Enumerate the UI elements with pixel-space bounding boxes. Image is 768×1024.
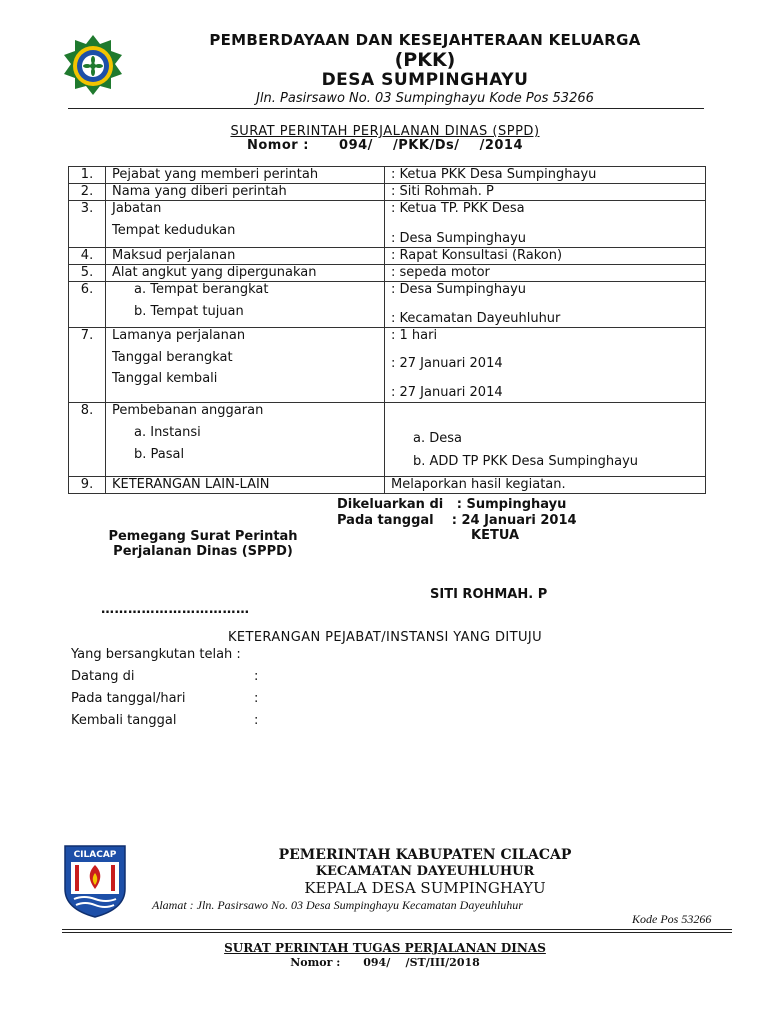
row-label: Nama yang diberi perintah — [106, 184, 385, 201]
row-label: Pejabat yang memberi perintah — [106, 167, 385, 184]
signer-name: SITI ROHMAH. P — [430, 587, 548, 602]
row-label: Maksud perjalanan — [106, 248, 385, 265]
sppd-number: Nomor : 094/ /PKK/Ds/ /2014 — [246, 138, 524, 153]
desa-title: DESA SUMPINGHAYU — [321, 70, 529, 90]
datang-colon: : — [254, 669, 259, 684]
cilacap-shield-logo — [62, 843, 128, 919]
holder-line2: Perjalanan Dinas (SPPD) — [113, 544, 293, 559]
kembali-label: Kembali tanggal — [71, 713, 177, 728]
holder-line1: Pemegang Surat Perintah — [108, 529, 298, 544]
row-value: : Desa Sumpinghayu : Kecamatan Dayeuhluhur — [385, 282, 706, 328]
kabupaten-address: Alamat : Jln. Pasirsawo No. 03 Desa Sumpinghayu Kecamatan Dayeuhluhur — [152, 898, 523, 912]
row-value: : Rapat Konsultasi (Rakon) — [385, 248, 706, 265]
kabupaten-line1: PEMERINTAH KABUPATEN CILACAP — [278, 847, 572, 863]
row-number: 6. — [69, 282, 106, 328]
st-number: Nomor : 094/ /ST/III/2018 — [290, 956, 480, 969]
table-row — [69, 201, 706, 248]
kembali-colon: : — [254, 713, 259, 728]
signature-dots: …………………………… — [101, 602, 250, 617]
issued-at: Dikeluarkan di : Sumpinghayu — [337, 497, 567, 512]
table-row — [69, 477, 706, 494]
row-number: 9. — [69, 477, 106, 494]
row-number: 1. — [69, 167, 106, 184]
row-label: Pembebanan anggaran a. Instansi b. Pasal — [106, 403, 385, 477]
row-value: : 1 hari : 27 Januari 2014 : 27 Januari 2014 — [385, 328, 706, 403]
row-label: Lamanya perjalanan Tanggal berangkat Tanggal kembali — [106, 328, 385, 403]
kabupaten-postcode: Kode Pos 53266 — [632, 912, 712, 926]
table-row — [69, 265, 706, 282]
org-title: PEMBERDAYAAN DAN KESEJAHTERAAN KELUARGA — [209, 31, 641, 49]
kop-rule-top — [62, 929, 732, 930]
kabupaten-line3: KEPALA DESA SUMPINGHAYU — [304, 879, 546, 897]
pada-label: Pada tanggal/hari — [71, 691, 186, 706]
row-number: 5. — [69, 265, 106, 282]
table-row — [69, 167, 706, 184]
table-row — [69, 403, 706, 477]
header-address: Jln. Pasirsawo No. 03 Sumpinghayu Kode Pos 53266 — [256, 91, 594, 106]
row-label: Alat angkut yang dipergunakan — [106, 265, 385, 282]
table-row — [69, 248, 706, 265]
pada-colon: : — [254, 691, 259, 706]
sppd-table — [68, 166, 706, 494]
keterangan-title: KETERANGAN PEJABAT/INSTANSI YANG DITUJU — [227, 630, 543, 645]
kabupaten-line2: KECAMATAN DAYEUHLUHUR — [315, 864, 535, 879]
row-number: 2. — [69, 184, 106, 201]
row-number: 8. — [69, 403, 106, 477]
row-value: : sepeda motor — [385, 265, 706, 282]
issued-date: Pada tanggal : 24 Januari 2014 — [337, 513, 577, 528]
pkk-emblem — [58, 34, 128, 98]
table-row — [69, 328, 706, 403]
row-number: 3. — [69, 201, 106, 248]
row-value: : Ketua TP. PKK Desa : Desa Sumpinghayu — [385, 201, 706, 248]
row-value: : Siti Rohmah. P — [385, 184, 706, 201]
sppd-title: SURAT PERINTAH PERJALANAN DINAS (SPPD) — [230, 124, 540, 139]
ketua-label: KETUA — [471, 528, 520, 543]
row-value: a. Desa b. ADD TP PKK Desa Sumpinghayu — [385, 403, 706, 477]
row-number: 7. — [69, 328, 106, 403]
row-label: Jabatan Tempat kedudukan — [106, 201, 385, 248]
cilacap-logo-text: CILACAP — [73, 850, 117, 860]
table-row — [69, 282, 706, 328]
header-rule — [68, 108, 704, 109]
kop-rule-bottom — [62, 932, 732, 933]
st-title: SURAT PERINTAH TUGAS PERJALANAN DINAS — [224, 941, 546, 955]
row-number: 4. — [69, 248, 106, 265]
keterangan-intro: Yang bersangkutan telah : — [71, 647, 241, 662]
row-label: a. Tempat berangkat b. Tempat tujuan — [106, 282, 385, 328]
table-row — [69, 184, 706, 201]
row-value: Melaporkan hasil kegiatan. — [385, 477, 706, 494]
datang-label: Datang di — [71, 669, 135, 684]
row-label: KETERANGAN LAIN-LAIN — [106, 477, 385, 494]
row-value: : Ketua PKK Desa Sumpinghayu — [385, 167, 706, 184]
pkk-title: (PKK) — [394, 49, 456, 71]
